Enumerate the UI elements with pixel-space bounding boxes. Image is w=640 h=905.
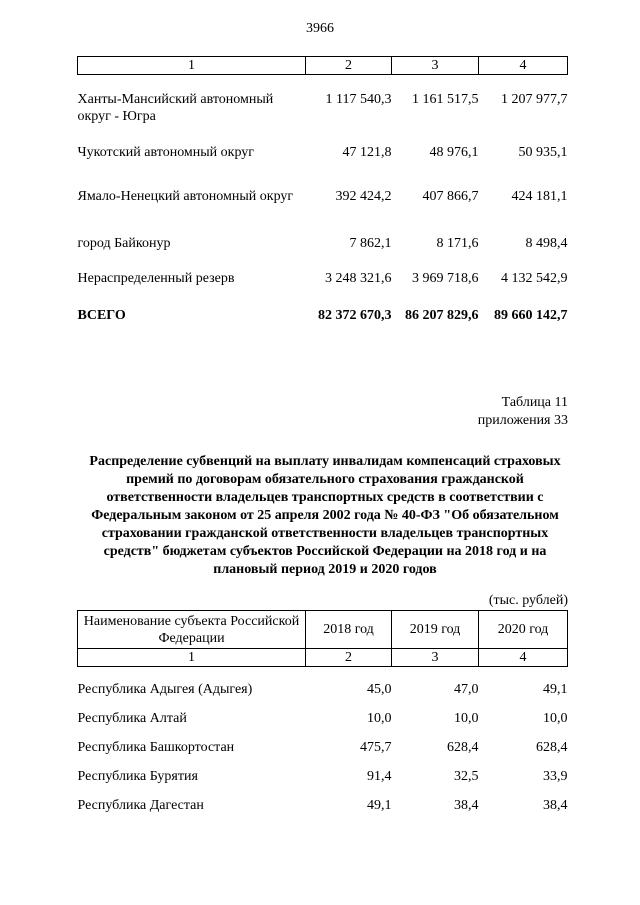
- column-number: 2: [306, 649, 392, 667]
- column-header: 2020 год: [479, 611, 568, 649]
- value-cell: 628,4: [447, 739, 479, 755]
- value-cell: 1 161 517,5: [412, 92, 479, 107]
- table-row: [78, 675, 568, 704]
- region-name: Нераспределенный резерв: [77, 270, 235, 286]
- region-name: Республика Дагестан: [77, 797, 204, 813]
- region-name: Республика Адыгея (Адыгея): [77, 681, 253, 697]
- column-header: 2018 год: [306, 611, 392, 649]
- region-name: Чукотский автономный округ: [77, 144, 255, 160]
- value-cell: 7 862,1: [349, 235, 392, 251]
- page-number: 3966: [306, 21, 334, 36]
- value-cell: 407 866,7: [422, 188, 479, 204]
- value-cell: 392 424,2: [335, 188, 392, 204]
- value-cell: 10,0: [367, 710, 392, 726]
- value-cell: 45,0: [367, 681, 392, 697]
- total-value: 89 660 142,7: [494, 307, 568, 323]
- value-cell: 38,4: [454, 797, 479, 813]
- region-name: город Байконур: [77, 235, 171, 251]
- table-row: [78, 762, 568, 791]
- region-name: Республика Алтай: [77, 710, 187, 726]
- column-number: 1: [78, 649, 306, 667]
- table-row: [78, 791, 568, 820]
- value-cell: 10,0: [543, 710, 568, 726]
- value-cell: 33,9: [543, 768, 568, 784]
- units-label: (тыс. рублей): [488, 593, 568, 608]
- value-cell: 4 132 542,9: [501, 270, 568, 286]
- value-cell: 8 498,4: [525, 235, 568, 251]
- column-header-row: [78, 611, 568, 649]
- regional-totals-table: [77, 56, 568, 334]
- table-row: [78, 225, 568, 260]
- column-number: 2: [306, 57, 392, 75]
- total-label: ВСЕГО: [77, 307, 126, 323]
- table-title: Распределение субвенций на выплату инвалидам компенсаций страховых премий по договорам обязательного страхования гражданской ответственности владельцев транспортных средств в соответствии с Федеральным законом от 25 апреля 2002 года № 40-ФЗ "Об обязательном страховании гражданской ответственности владельцев транспортных средств" бюджетам субъектов Российской Федерации на 2018 год и на плановый период 2019 и 2020 годов: [89, 454, 561, 577]
- value-cell: 8 171,6: [436, 235, 479, 251]
- column-number: 3: [392, 57, 479, 75]
- value-cell: 628,4: [536, 739, 568, 755]
- region-name: Республика Башкортостан: [77, 739, 235, 755]
- column-number: 3: [392, 649, 479, 667]
- table-row: [78, 135, 568, 170]
- value-cell: 475,7: [360, 739, 392, 755]
- table-row: [78, 170, 568, 225]
- region-name: Ямало-Ненецкий автономный округ: [77, 188, 294, 204]
- column-number: 4: [479, 649, 568, 667]
- total-value: 82 372 670,3: [318, 307, 392, 323]
- value-cell: 10,0: [454, 710, 479, 726]
- region-name: Ханты-Мансийский автономный округ - Югра: [77, 92, 274, 124]
- column-number-row: [78, 649, 568, 667]
- column-number: 1: [78, 57, 306, 75]
- column-header: 2019 год: [392, 611, 479, 649]
- value-cell: 49,1: [543, 681, 568, 697]
- column-number-row: [78, 57, 568, 75]
- table-row: [78, 733, 568, 762]
- value-cell: 47 121,8: [342, 144, 392, 160]
- value-cell: 91,4: [367, 768, 392, 784]
- value-cell: 3 248 321,6: [325, 270, 392, 286]
- table-row: [78, 75, 568, 135]
- value-cell: 424 181,1: [511, 188, 568, 204]
- total-row: [78, 297, 568, 334]
- value-cell: 38,4: [543, 797, 568, 813]
- value-cell: 3 969 718,6: [412, 270, 479, 286]
- column-header: Наименование субъекта Российской Федерации: [78, 611, 306, 649]
- table-row: [78, 260, 568, 297]
- value-cell: 48 976,1: [429, 144, 479, 160]
- table-number: Таблица 11: [501, 395, 568, 410]
- table-reference: [478, 394, 568, 430]
- region-name: Республика Бурятия: [77, 768, 198, 784]
- subventions-table: [77, 610, 568, 820]
- value-cell: 49,1: [367, 797, 392, 813]
- value-cell: 32,5: [454, 768, 479, 784]
- appendix-reference: приложения 33: [477, 413, 568, 428]
- value-cell: 47,0: [454, 681, 479, 697]
- table-row: [78, 704, 568, 733]
- value-cell: 50 935,1: [518, 144, 568, 160]
- total-value: 86 207 829,6: [405, 307, 479, 323]
- value-cell: 1 207 977,7: [501, 92, 568, 107]
- column-number: 4: [479, 57, 568, 75]
- value-cell: 1 117 540,3: [325, 92, 392, 107]
